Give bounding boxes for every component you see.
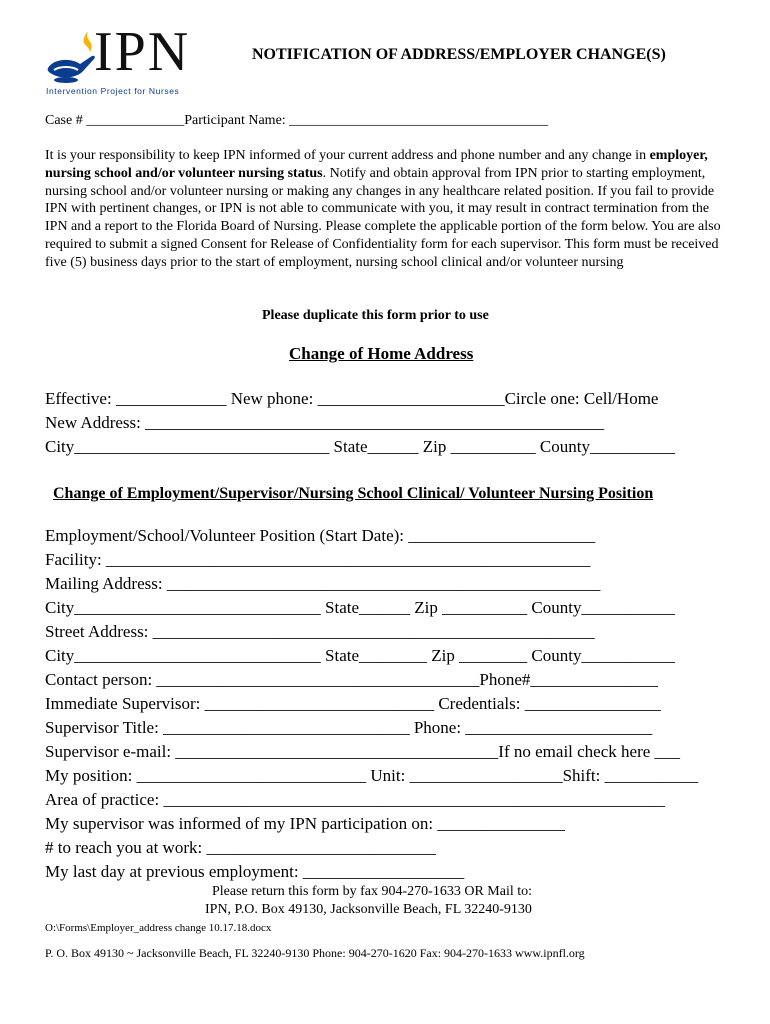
duplicate-note: Please duplicate this form prior to use bbox=[262, 308, 489, 323]
emp-line-supervisor-title[interactable]: Supervisor Title: _____________________________ Phone: ______________________ bbox=[45, 718, 653, 737]
emp-line-city-2[interactable]: City_____________________________ State________ Zip ________ County___________ bbox=[45, 646, 675, 665]
page-title: NOTIFICATION OF ADDRESS/EMPLOYER CHANGE(S) bbox=[252, 46, 666, 63]
emp-line-position[interactable]: My position: ___________________________ Unit: __________________Shift: ___________ bbox=[45, 766, 699, 785]
employment-heading: Change of Employment/Supervisor/Nursing School Clinical/ Volunteer Nursing Position bbox=[53, 485, 654, 502]
home-line-city[interactable]: City______________________________ State______ Zip __________ County__________ bbox=[45, 437, 675, 456]
emp-line-facility[interactable]: Facility: _________________________________________________________ bbox=[45, 550, 591, 569]
emp-line-contact[interactable]: Contact person: ______________________________________Phone#_______________ bbox=[45, 670, 658, 689]
emp-line-street-address[interactable]: Street Address: ____________________________________________________ bbox=[45, 622, 595, 641]
emp-line-start-date[interactable]: Employment/School/Volunteer Position (Start Date): ______________________ bbox=[45, 526, 596, 545]
emp-line-supervisor[interactable]: Immediate Supervisor: ___________________________ Credentials: ________________ bbox=[45, 694, 661, 713]
emp-line-work-number[interactable]: # to reach you at work: ___________________________ bbox=[45, 838, 436, 857]
emp-line-city-1[interactable]: City_____________________________ State______ Zip __________ County___________ bbox=[45, 598, 675, 617]
logo-text: IPN bbox=[94, 21, 191, 83]
emp-line-mailing-address[interactable]: Mailing Address: ___________________________________________________ bbox=[45, 574, 601, 593]
case-line: Case # ______________Participant Name: _____________________________________ bbox=[45, 113, 549, 128]
intro-text-bold: employer, nursing school and/or volunteer nursing status bbox=[45, 148, 708, 181]
intro-text-2: . Notify and obtain approval from IPN prior to starting employment, nursing school and/or volunteer nursing or making any changes in any healthcare related position. If you fail to provide IPN with pertinent changes, or IPN is not able to communicate with you, it may result in contract termination from the IPN and a report to the Florida Board of Nursing. Please complete the applicable portion of the form below. You are also required to submit a signed Consent for Release of Confidentiality form for each supervisor. This form must be received five (5) business days prior to the start of employment, nursing school clinical and/or volunteer nursing bbox=[45, 165, 721, 270]
home-address-heading: Change of Home Address bbox=[289, 344, 474, 363]
home-line-effective[interactable]: Effective: _____________ New phone: ______________________Circle one: Cell/Home bbox=[45, 389, 659, 408]
emp-line-supervisor-informed[interactable]: My supervisor was informed of my IPN participation on: _______________ bbox=[45, 814, 565, 833]
emp-line-supervisor-email[interactable]: Supervisor e-mail: ______________________________________If no email check here ___ bbox=[45, 742, 681, 761]
home-line-address[interactable]: New Address: ______________________________________________________ bbox=[45, 413, 605, 432]
emp-line-last-day[interactable]: My last day at previous employment: ___________________ bbox=[45, 862, 465, 881]
intro-paragraph bbox=[45, 147, 735, 272]
file-path: O:\Forms\Employer_address change 10.17.18.docx bbox=[45, 922, 272, 934]
return-instructions-2: IPN, P.O. Box 49130, Jacksonville Beach, FL 32240-9130 bbox=[205, 902, 532, 917]
contact-footer: P. O. Box 49130 ~ Jacksonville Beach, FL 32240-9130 Phone: 904-270-1620 Fax: 904-270-1633 www.ipnfl.org bbox=[45, 946, 585, 960]
logo-subtitle: Intervention Project for Nurses bbox=[46, 86, 180, 96]
return-instructions-1: Please return this form by fax 904-270-1633 OR Mail to: bbox=[212, 884, 533, 899]
emp-line-area-practice[interactable]: Area of practice: ___________________________________________________________ bbox=[45, 790, 665, 809]
intro-text-1: It is your responsibility to keep IPN informed of your current address and phone number and any change in bbox=[45, 148, 650, 163]
ipn-logo bbox=[44, 21, 214, 98]
